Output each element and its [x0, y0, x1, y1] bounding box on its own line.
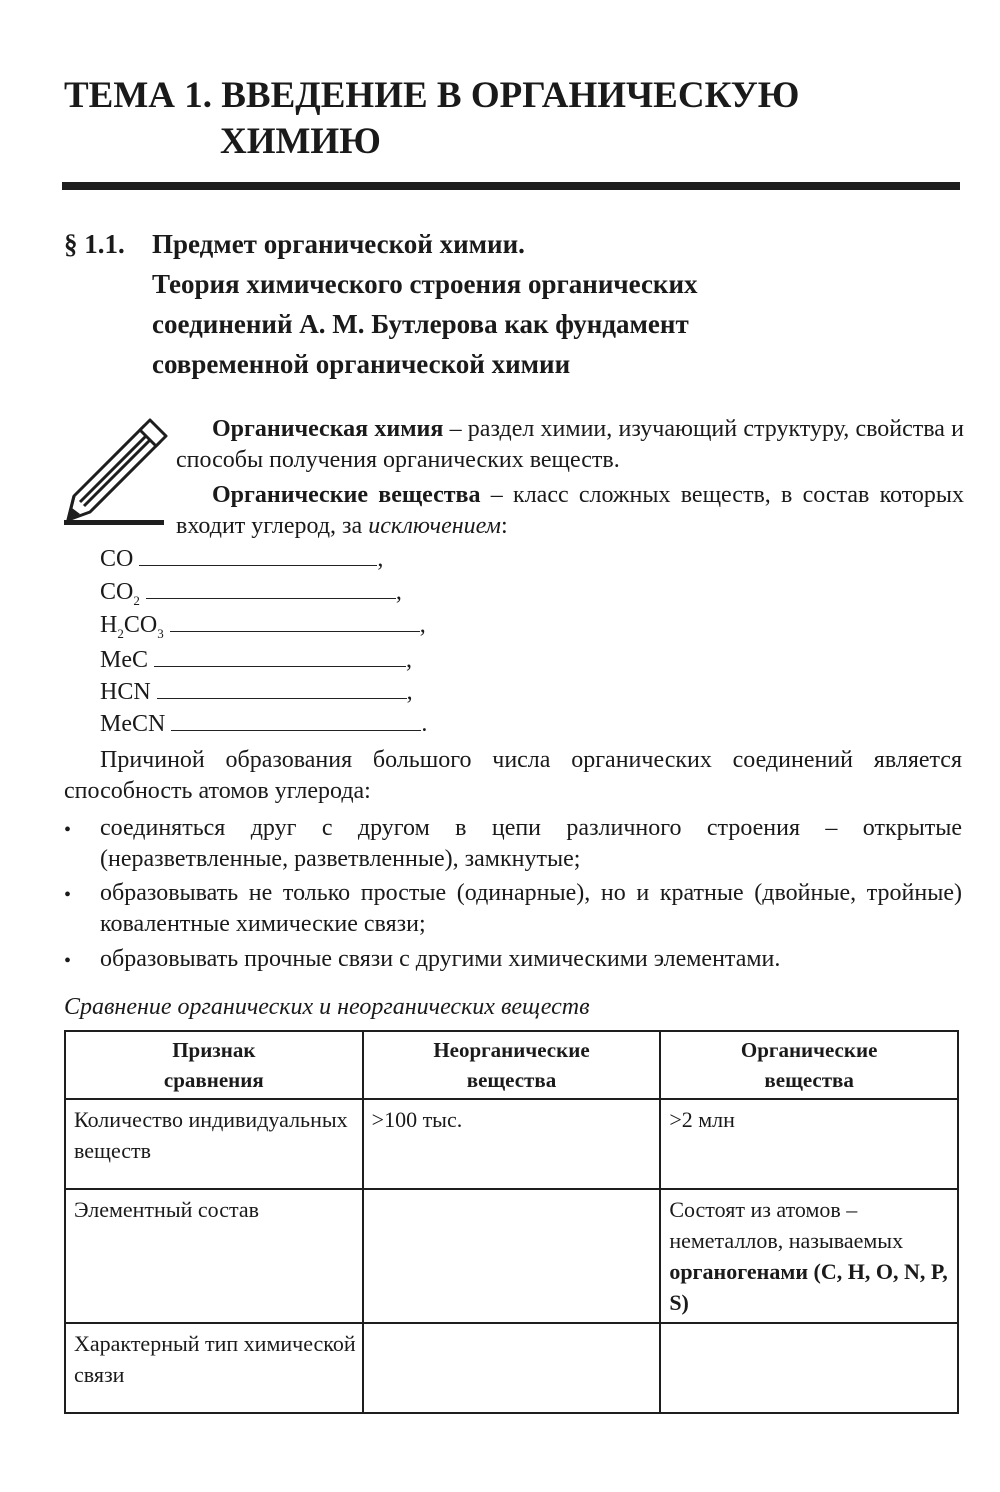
bullet-icon: •	[64, 819, 72, 841]
section-number: § 1.1.	[64, 229, 125, 259]
exception-item	[100, 645, 412, 676]
list-item: соединяться друг с другом в цепи различного строения – открытые (неразветвленные, разветвленные), замкнутые;	[100, 815, 962, 872]
definition-organic-substances	[176, 480, 964, 542]
definition-text: – раздел химии, изучающий структуру, свойства и способы получения органических веществ.	[176, 416, 964, 473]
list-item: образовывать прочные связи с другими химическими элементами.	[100, 946, 781, 972]
cell-organic[interactable]	[660, 1323, 958, 1413]
header-line: вещества	[466, 1068, 557, 1092]
header-line: вещества	[764, 1068, 854, 1092]
title-divider	[62, 182, 960, 190]
table-header-row	[65, 1031, 958, 1099]
cell-organic[interactable]	[660, 1189, 958, 1323]
cell-inorganic[interactable]: >100 тыс.	[363, 1099, 661, 1189]
punctuation: ,	[395, 579, 402, 605]
header-line: Признак	[172, 1038, 256, 1062]
term-organic-chemistry: Органическая химия	[212, 416, 444, 442]
header-organic	[660, 1031, 958, 1099]
formula: H	[100, 612, 118, 638]
answer-blank[interactable]	[171, 710, 421, 731]
formula: CO	[100, 546, 134, 572]
reasons-intro: Причиной образования большого числа органических соединений является способность атомов углерода:	[64, 747, 962, 804]
cell-inorganic[interactable]	[363, 1189, 661, 1323]
bullet-icon: •	[64, 950, 72, 972]
header-line: Неорганические	[433, 1038, 590, 1062]
header-feature	[65, 1031, 363, 1099]
exception-item	[100, 709, 427, 740]
answer-blank[interactable]	[139, 545, 377, 566]
cell-organic[interactable]: >2 млн	[660, 1099, 958, 1189]
colon: :	[501, 513, 508, 539]
topic-title-continued: ХИМИЮ	[220, 121, 381, 162]
header-line: сравнения	[163, 1068, 264, 1092]
topic-title: ТЕМА 1. ВВЕДЕНИЕ В ОРГАНИЧЕСКУЮ	[64, 75, 800, 116]
section-title-line: Предмет органической химии.	[152, 229, 525, 259]
definition-text: – класс сложных веществ, в состав которых входит углерод, за	[176, 482, 964, 539]
list-item: образовывать не только простые (одинарные), но и кратные (двойные, тройные) ковалентные химические связи;	[100, 880, 962, 937]
formula-subscript: 2	[117, 625, 124, 641]
formula: HCN	[100, 679, 151, 705]
answer-blank[interactable]	[157, 678, 407, 699]
answer-blank[interactable]	[170, 611, 420, 632]
table-row	[65, 1323, 958, 1413]
definition-organic-chemistry	[176, 414, 964, 476]
cell-feature: Количество индивидуальных веществ	[65, 1099, 363, 1189]
formula: CO	[100, 579, 134, 605]
exception-item	[100, 677, 413, 708]
punctuation: ,	[419, 612, 426, 638]
cell-inorganic[interactable]	[363, 1323, 661, 1413]
cell-text: Состоят из атомов – неметаллов, называемых	[669, 1197, 904, 1253]
punctuation: ,	[377, 546, 384, 572]
answer-blank[interactable]	[154, 646, 406, 667]
punctuation: ,	[406, 647, 412, 673]
cell-feature: Характерный тип химической связи	[65, 1323, 363, 1413]
formula: MeCN	[100, 711, 166, 737]
term-organic-substances: Органические вещества	[212, 482, 481, 508]
section-title-line: Теория химического строения органических	[152, 269, 698, 299]
table-row	[65, 1189, 958, 1323]
formula: CO	[123, 612, 158, 638]
pencil-icon	[60, 410, 172, 528]
bullet-icon: •	[64, 884, 72, 906]
header-line: Органические	[740, 1038, 878, 1062]
table-row	[65, 1099, 958, 1189]
exception-word: исключением	[368, 513, 501, 539]
cell-feature: Элементный состав	[65, 1189, 363, 1323]
answer-blank[interactable]	[146, 578, 396, 599]
table-caption: Сравнение органических и неорганических веществ	[64, 994, 590, 1020]
organogens-bold: органогенами (C, H, O, N, P, S)	[669, 1259, 948, 1315]
punctuation: .	[421, 711, 428, 737]
section-title-line: современной органической химии	[152, 349, 571, 379]
exception-item	[100, 544, 383, 575]
formula-subscript: 2	[133, 592, 140, 608]
formula: MeC	[100, 647, 148, 673]
formula-subscript: 3	[157, 625, 164, 641]
header-inorganic	[363, 1031, 661, 1099]
section-title	[152, 224, 698, 384]
exception-item	[100, 610, 426, 649]
comparison-table	[64, 1030, 959, 1414]
punctuation: ,	[406, 679, 413, 705]
section-title-line: соединений А. М. Бутлерова как фундамент	[152, 309, 689, 339]
